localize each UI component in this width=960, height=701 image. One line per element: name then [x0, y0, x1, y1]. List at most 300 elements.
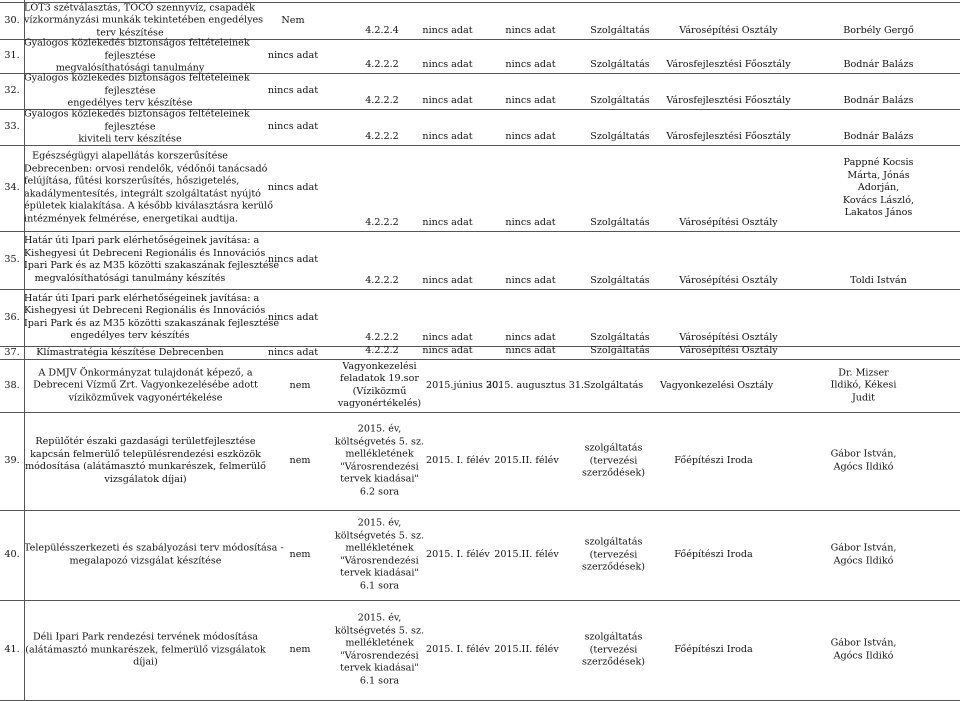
responsible-department-text [660, 549, 767, 562]
end-date-line: 2015.II. félév [494, 454, 559, 466]
budget-code-text [350, 25, 414, 38]
responsible-person-line: Pappné Kocsis [843, 156, 914, 168]
procurement-type-line: szerződések) [581, 656, 646, 668]
budget-code-line: 4.2.2.2 [365, 130, 399, 142]
start-date-line: 2015. I. félév [426, 454, 490, 466]
end-date [481, 289, 580, 346]
responsible-person-line: Lakatos János [844, 206, 913, 218]
task-description-line: Gyalogos közlekedés biztonságos feltételeinek [24, 108, 250, 120]
budget-code [350, 39, 414, 73]
responsible-department-line: Városfejlesztési Főosztály [666, 130, 791, 142]
responsible-person-text [797, 275, 960, 288]
responsible-department-text [660, 332, 797, 345]
legal-basis-line: nincs adat [267, 84, 319, 96]
task-description-text [24, 1, 264, 40]
budget-code [333, 600, 426, 700]
budget-code-text [350, 345, 414, 358]
end-date-line: 2015. augusztus 31. [486, 379, 584, 391]
task-description-line: Kishegyesi út Debreceni Regionális és Innovációs [24, 247, 266, 259]
task-description-text [24, 367, 267, 405]
responsible-department-line: Városfejlesztési Főosztály [666, 94, 791, 106]
row-number-line: 31. [4, 49, 20, 61]
row-number-line: 40. [4, 548, 20, 560]
legal-basis-text [267, 549, 333, 562]
task-description-line: fejlesztése [104, 49, 156, 61]
legal-basis-text [236, 85, 350, 98]
task-description [24, 108, 250, 145]
responsible-department-text [660, 345, 797, 358]
task-description-line: akadálymentesítés, integrált szolgáltatást nyújtó [24, 188, 261, 199]
legal-basis [236, 289, 350, 346]
responsible-person-line: Gábor István, [830, 448, 897, 460]
row-number-text [0, 311, 24, 324]
row-number-text [0, 346, 24, 359]
end-date-text [481, 275, 580, 288]
row-number [0, 600, 24, 700]
row-number [0, 510, 24, 600]
start-date [426, 600, 490, 700]
responsible-department [660, 145, 797, 231]
procurement-type-text [567, 379, 660, 392]
table-row [0, 359, 960, 412]
responsible-department [660, 73, 797, 109]
procurement-type-line: Szolgáltatás [590, 331, 650, 343]
start-date [414, 39, 481, 73]
task-description-line: LOT3 szétválasztás, TÓCÓ szennyvíz, csapadék [24, 1, 255, 13]
responsible-person-line: Agócs Ildikó [833, 650, 894, 661]
responsible-department [660, 231, 797, 289]
end-date-text [486, 455, 567, 468]
start-date [426, 412, 490, 510]
responsible-department-line: Főépítészi Iroda [674, 548, 753, 560]
legal-basis-text [267, 379, 333, 392]
responsible-department [660, 510, 767, 600]
task-description-line: engedélyes terv készítése [67, 97, 193, 109]
responsible-person [797, 2, 960, 39]
end-date [481, 346, 580, 359]
responsible-person [797, 145, 960, 231]
legal-basis-line: nincs adat [267, 49, 319, 61]
legal-basis [267, 359, 333, 412]
responsible-department-text [660, 379, 774, 392]
task-description-line: módosítása (alátámasztó munkarészek, felmerülő [25, 461, 266, 472]
responsible-person-line: Bodnár Balázs [843, 130, 914, 142]
task-description-line: engedélyes terv készítés [70, 330, 190, 341]
table-row [0, 231, 960, 289]
row-number [0, 2, 24, 39]
row-number [0, 231, 24, 289]
legal-basis [236, 346, 350, 359]
row-number-text [0, 85, 24, 98]
start-date-line: nincs adat [422, 344, 473, 356]
responsible-department-line: Főépítészi Iroda [674, 454, 753, 466]
budget-code-line: Vagyonkezelési feladatok 19.sor (Víziközmű vagyonértékelés) [337, 360, 422, 409]
procurement-type-text [580, 59, 660, 72]
end-date [481, 109, 580, 145]
row-number-line: 32. [4, 84, 20, 96]
responsible-person [767, 412, 960, 510]
task-description [24, 145, 273, 231]
legal-basis-text [236, 346, 350, 359]
start-date [414, 346, 481, 359]
task-description-line: megvalósíthatósági tanulmány [55, 62, 205, 74]
responsible-person-text [767, 638, 960, 663]
row-number-line: 37. [4, 346, 20, 358]
budget-code-line: 4.2.2.4 [365, 24, 399, 36]
responsible-person [767, 510, 960, 600]
task-description [24, 37, 250, 74]
responsible-person-text [767, 367, 960, 405]
responsible-person [767, 600, 960, 700]
legal-basis-text [236, 50, 350, 63]
end-date-text [486, 549, 567, 562]
task-description-line: víziközművek vagyonértékelése [68, 391, 223, 403]
task-description-text [24, 72, 250, 110]
responsible-department [660, 289, 797, 346]
task-description-line: megvalósíthatósági tanulmány készítés [34, 272, 226, 284]
budget-code-text [333, 361, 426, 411]
procurement-type-line: (tervezési [589, 548, 638, 560]
start-date-line: 2015. I. félév [426, 548, 490, 560]
task-description [24, 412, 267, 510]
start-date-line: 2015. I. félév [426, 643, 490, 655]
responsible-department-text [660, 644, 767, 657]
row-number [0, 289, 24, 346]
budget-code-line: 4.2.2.2 [365, 94, 399, 106]
responsible-person [767, 359, 960, 412]
budget-code [333, 359, 426, 412]
start-date-text [414, 25, 481, 38]
responsible-department-text [660, 25, 797, 38]
task-description-line: Kishegyesi út Debreceni Regionális és Innovációs [24, 305, 266, 316]
task-description-line: Déli Ipari Park rendezési tervének módosítása [32, 631, 259, 643]
task-description-line: vizsgálatok díjai) [104, 473, 187, 485]
responsible-person [797, 231, 960, 289]
end-date-text [481, 217, 580, 230]
end-date-line: nincs adat [505, 24, 556, 36]
end-date [486, 600, 567, 700]
procurement-type-text [567, 536, 660, 574]
end-date [486, 510, 567, 600]
start-date-text [426, 643, 490, 657]
end-date-line: nincs adat [505, 130, 556, 142]
responsible-person-text [767, 543, 960, 568]
task-description-line: kiviteli terv készítése [78, 133, 182, 145]
budget-code-text [333, 424, 426, 499]
table-row [0, 510, 960, 600]
budget-code-text [350, 131, 414, 144]
row-number [0, 145, 24, 231]
responsible-department [660, 39, 797, 73]
responsible-department-text [660, 275, 797, 288]
row-number [0, 359, 24, 412]
legal-basis [236, 73, 350, 109]
end-date [486, 359, 584, 412]
responsible-person-text [797, 131, 960, 144]
responsible-department-text [660, 131, 797, 144]
procurement-type-line: (tervezési [589, 454, 638, 466]
legal-basis-line: nincs adat [267, 346, 319, 358]
end-date [481, 231, 580, 289]
end-date-line: nincs adat [505, 274, 556, 286]
task-description-line: épületek kialakítása. A később kiválasztásra kerülő [24, 200, 273, 212]
row-number-text [0, 50, 24, 63]
end-date-text [481, 345, 580, 358]
table-row [0, 346, 960, 359]
budget-code-text [350, 332, 414, 345]
responsible-department [660, 359, 774, 412]
row-number-line: 30. [4, 14, 20, 26]
task-description-text [24, 235, 280, 285]
procurement-type-line: Szolgáltatás [590, 216, 650, 228]
start-date-line: nincs adat [422, 274, 473, 286]
task-description-text [24, 292, 280, 343]
end-date-line: 2015.II. félév [494, 548, 559, 560]
end-date-text [481, 25, 580, 38]
procurement-type-line: Szolgáltatás [590, 58, 650, 70]
procurement-type-line: szerződések) [581, 561, 646, 573]
end-date-text [481, 95, 580, 108]
responsible-department-line: Városépítési Osztály [679, 274, 778, 286]
procurement-type-text [580, 345, 660, 358]
task-description-line: Egészségügyi alapellátás korszerűsítése [32, 150, 228, 162]
budget-code-line: 4.2.2.2 [365, 331, 399, 343]
task-description-text [24, 37, 250, 75]
task-description-line: Ipari Park és az M35 közötti szakaszának fejlesztése [24, 317, 280, 329]
responsible-person-text [797, 25, 960, 38]
start-date-line: nincs adat [422, 94, 473, 106]
task-description-line: (alátámasztó munkarészek, felmerülő vizsgálatok [25, 643, 266, 655]
end-date-line: 2015.II. félév [494, 643, 559, 655]
task-description-line: Településszerkezeti és szabályozási terv módosítása - [24, 542, 284, 554]
legal-basis [236, 2, 350, 39]
legal-basis-line: nem [289, 379, 311, 391]
task-description-line: Gyalogos közlekedés biztonságos feltételeinek [24, 37, 250, 49]
responsible-department-line: Városépítési Osztály [679, 24, 778, 36]
responsible-person-line: Agócs Ildikó [833, 555, 894, 566]
task-description-text [24, 436, 267, 486]
row-number-line: 33. [4, 120, 20, 132]
responsible-department-line: Vagyonkezelési Osztály [660, 379, 774, 391]
responsible-person-line: Adorján, [857, 181, 900, 193]
procurement-type-line: szerződések) [581, 467, 646, 479]
budget-code-text [350, 95, 414, 108]
task-description-line: vízkormányzási munkák tekintetében engedélyes [24, 14, 264, 26]
budget-code-text [333, 613, 426, 688]
procurement-type [580, 289, 660, 346]
budget-code-line: 4.2.2.2 [365, 58, 399, 70]
legal-basis-line: nincs adat [267, 311, 319, 323]
task-description-text [24, 631, 267, 669]
row-number-line: 36. [4, 311, 20, 323]
task-description-line: terv készítése [96, 26, 164, 38]
table-row [0, 600, 960, 700]
table-row [0, 39, 960, 73]
table-row [0, 2, 960, 39]
budget-code-text [350, 59, 414, 72]
task-description-line: fejlesztése [104, 84, 156, 96]
responsible-department [660, 412, 767, 510]
responsible-department [660, 600, 767, 700]
procurement-type-text [567, 442, 660, 480]
budget-code-line: 4.2.2.2 [365, 344, 399, 356]
end-date-line: nincs adat [505, 58, 556, 70]
start-date-text [414, 275, 481, 288]
legal-basis-line: nincs adat [267, 181, 319, 193]
procurement-type [580, 109, 660, 145]
task-description-line: Klímastratégia készítése Debrecenben [36, 346, 224, 358]
legal-basis-line: nincs adat [267, 253, 319, 265]
table-row [0, 73, 960, 109]
procurement-type-line: Szolgáltatás [590, 344, 650, 356]
end-date-text [481, 332, 580, 345]
budget-code-line: 2015. év, költségvetés 5. sz. mellékletének "Városrendezési tervek kiadásai" 6.2 sora [334, 423, 425, 497]
responsible-person-line: Agócs Ildikó [833, 461, 894, 472]
row-number [0, 109, 24, 145]
budget-code [350, 109, 414, 145]
procurement-type [580, 145, 660, 231]
legal-basis-text [267, 455, 333, 468]
row-number-text [0, 182, 24, 195]
task-description [24, 231, 280, 289]
row-number [0, 39, 24, 73]
row-number-text [0, 14, 24, 27]
start-date-line: 2015.június 30. [426, 379, 502, 391]
end-date [481, 145, 580, 231]
procurement-type-line: szolgáltatás [584, 442, 643, 454]
start-date-line: nincs adat [422, 58, 473, 70]
task-description-text [24, 542, 284, 568]
budget-code-line: 4.2.2.2 [365, 216, 399, 228]
responsible-department-line: Főépítészi Iroda [674, 643, 753, 655]
responsible-person-line: Ildikó, Kékesi [830, 379, 897, 391]
budget-code [350, 231, 414, 289]
budget-code-line: 2015. év, költségvetés 5. sz. mellékletének "Városrendezési tervek kiadásai" 6.1 sora [334, 612, 425, 686]
task-description-line: Ipari Park és az M35 közötti szakaszának fejlesztése [24, 260, 280, 271]
responsible-department [660, 346, 797, 359]
responsible-person-text [797, 157, 960, 220]
budget-code-text [350, 217, 414, 230]
end-date-text [486, 379, 584, 392]
responsible-department-line: Városépítési Osztály [679, 216, 778, 228]
task-description-line: Gyalogos közlekedés biztonságos feltételeinek [24, 72, 250, 84]
end-date-line: nincs adat [505, 331, 556, 343]
procurement-type-text [580, 275, 660, 288]
task-description [24, 510, 284, 600]
procurement-type [567, 359, 660, 412]
task-description-line: fejlesztése [104, 120, 156, 132]
budget-code [333, 510, 426, 600]
table-row [0, 145, 960, 231]
legal-basis [267, 510, 333, 600]
procurement-type-line: (tervezési [589, 643, 638, 655]
task-description [24, 359, 267, 412]
end-date-line: nincs adat [505, 216, 556, 228]
legal-basis-line: Nem [281, 14, 305, 26]
end-date [486, 412, 567, 510]
start-date [414, 73, 481, 109]
responsible-department-line: Városépítési Osztály [679, 344, 778, 356]
start-date [414, 2, 481, 39]
end-date [481, 39, 580, 73]
row-number-text [0, 455, 24, 468]
budget-code [350, 289, 414, 346]
number-column-border [24, 0, 25, 700]
legal-basis [267, 600, 333, 700]
task-description [24, 600, 267, 700]
budget-code [350, 145, 414, 231]
responsible-person-text [797, 95, 960, 108]
procurement-type [580, 346, 660, 359]
legal-basis-text [236, 182, 350, 195]
task-description-line: felújítása, fűtési korszerűsítés, hőszigetelés, [24, 175, 240, 187]
start-date-text [414, 95, 481, 108]
start-date-text [414, 345, 481, 358]
legal-basis-line: nem [289, 548, 311, 560]
start-date-text [414, 131, 481, 144]
responsible-person-line: Márta, Jónás [847, 169, 910, 181]
task-description-text [24, 108, 250, 146]
responsible-person [797, 346, 960, 359]
procurement-type-text [580, 95, 660, 108]
start-date [414, 109, 481, 145]
table-row [0, 412, 960, 510]
row-number-text [0, 549, 24, 562]
budget-code-line: 2015. év, költségvetés 5. sz. mellékletének "Városrendezési tervek kiadásai" 6.1 sora [334, 517, 425, 591]
procurement-type [567, 510, 660, 600]
procurement-type-line: Szolgáltatás [590, 274, 650, 286]
start-date [414, 289, 481, 346]
responsible-person [797, 109, 960, 145]
procurement-type [567, 600, 660, 700]
end-date-text [481, 59, 580, 72]
start-date-text [414, 217, 481, 230]
responsible-person [797, 39, 960, 73]
procurement-type-line: Szolgáltatás [590, 94, 650, 106]
procurement-type [580, 39, 660, 73]
legal-basis [267, 412, 333, 510]
legal-basis-text [236, 121, 350, 134]
responsible-person-line: Kovács László, [842, 194, 915, 206]
procurement-type [567, 412, 660, 510]
start-date-text [426, 379, 502, 392]
legal-basis-line: nem [289, 454, 311, 466]
table-row [0, 289, 960, 346]
procurement-type-line: szolgáltatás [584, 631, 643, 643]
task-description-text [24, 346, 236, 359]
row-number [0, 346, 24, 359]
legal-basis-line: nem [289, 643, 311, 655]
responsible-person-text [797, 59, 960, 72]
responsible-person [797, 289, 960, 346]
row-number [0, 73, 24, 109]
responsible-person-line: Gábor István, [830, 542, 897, 554]
responsible-department-text [660, 95, 797, 108]
budget-code-text [350, 275, 414, 288]
row-number-line: 35. [4, 253, 20, 265]
legal-basis [236, 39, 350, 73]
task-description-line: díjai) [133, 656, 158, 668]
row-number-text [0, 254, 24, 267]
start-date-line: nincs adat [422, 331, 473, 343]
end-date [481, 2, 580, 39]
row-number [0, 412, 24, 510]
procurement-type [580, 73, 660, 109]
row-number-text [0, 644, 24, 657]
row-number-line: 41. [4, 643, 20, 655]
start-date [414, 145, 481, 231]
budget-code [350, 346, 414, 359]
